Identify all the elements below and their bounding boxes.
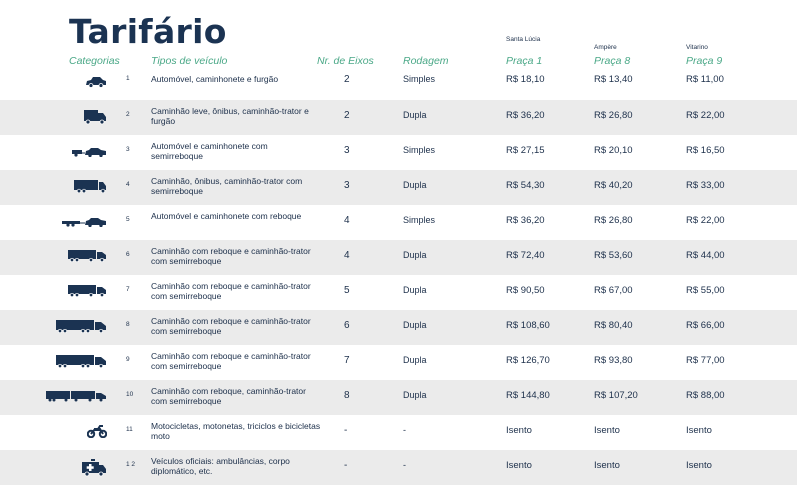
wheel-type: Dupla [403, 355, 427, 365]
axle-count: 5 [344, 285, 350, 296]
price-praca1: R$ 36,20 [506, 110, 545, 121]
wheel-type: Simples [403, 74, 436, 84]
header-categorias: Categorias [69, 55, 120, 67]
price-praca1: R$ 18,10 [506, 74, 545, 85]
long-truck-icon [55, 354, 107, 373]
axle-count: 7 [344, 355, 350, 366]
price-praca1: R$ 144,80 [506, 390, 550, 401]
wheel-type: Dupla [403, 250, 427, 260]
page-title: Tarifário [69, 12, 227, 51]
price-praca9: R$ 11,00 [686, 74, 724, 85]
price-praca8: Isento [594, 425, 620, 436]
praca9-name: Vitarino [686, 44, 708, 51]
table-row [0, 135, 797, 170]
category-number: 10 [126, 391, 134, 398]
price-praca9: Isento [686, 425, 712, 436]
price-praca8: Isento [594, 460, 620, 471]
axle-count: 2 [344, 74, 350, 85]
table-row [0, 275, 797, 310]
price-praca9: R$ 33,00 [686, 180, 725, 191]
price-praca8: R$ 80,40 [594, 320, 633, 331]
vehicle-type: Motocicletas, motonetas, triciclos e bicicletas moto [151, 421, 321, 441]
header-praca8: Praça 8 [594, 55, 631, 67]
axle-count: 3 [344, 145, 350, 156]
vehicle-type: Veículos oficiais: ambulâncias, corpo diplomático, etc. [151, 456, 290, 476]
vehicle-type: Automóvel, caminhonete e furgão [151, 74, 279, 84]
vehicle-type: Caminhão com reboque, caminhão-trator com semirreboque [151, 386, 306, 406]
price-praca8: R$ 13,40 [594, 74, 633, 85]
price-praca1: R$ 72,40 [506, 250, 545, 261]
category-number: 6 [126, 251, 130, 258]
price-praca8: R$ 107,20 [594, 390, 638, 401]
vehicle-type: Automóvel e caminhonete com reboque [151, 211, 302, 221]
price-praca8: R$ 26,80 [594, 110, 633, 121]
wheel-type: Dupla [403, 390, 427, 400]
price-praca1: R$ 108,60 [506, 320, 550, 331]
header-rodagem: Rodagem [403, 55, 449, 67]
axle-count: 3 [344, 180, 350, 191]
price-praca8: R$ 26,80 [594, 215, 633, 226]
table-row [0, 170, 797, 205]
truck-trailer-icon [67, 249, 107, 267]
vehicle-type: Automóvel e caminhonete com semirreboque [151, 141, 268, 161]
vehicle-type: Caminhão com reboque e caminhão-trator com semirreboque [151, 246, 311, 266]
wheel-type: - [403, 460, 406, 470]
header-tipos-veiculo: Tipos de veículo [151, 55, 228, 67]
header-praca1: Praça 1 [506, 55, 543, 67]
category-number: 11 [126, 426, 133, 433]
vehicle-type: Caminhão com reboque e caminhão-trator com semirreboque [151, 316, 311, 336]
price-praca9: R$ 22,00 [686, 215, 725, 226]
price-praca1: Isento [506, 460, 532, 471]
long-truck-icon [55, 319, 107, 338]
price-praca8: R$ 67,00 [594, 285, 633, 296]
price-praca9: R$ 16,50 [686, 145, 725, 156]
axle-count: 8 [344, 390, 350, 401]
price-praca8: R$ 53,60 [594, 250, 633, 261]
table-row [0, 240, 797, 275]
praca8-name: Ampère [594, 44, 617, 51]
category-number: 8 [126, 321, 130, 328]
price-praca1: Isento [506, 425, 532, 436]
axle-count: - [344, 460, 348, 471]
category-number: 1 2 [126, 461, 136, 468]
car-icon [85, 75, 107, 93]
table-row [0, 345, 797, 380]
price-praca9: R$ 22,00 [686, 110, 725, 121]
axle-count: - [344, 425, 348, 436]
road-train-icon [45, 389, 107, 407]
table-row [0, 415, 797, 450]
price-praca1: R$ 36,20 [506, 215, 545, 226]
category-number: 9 [126, 356, 130, 363]
ambulance-icon [81, 459, 107, 482]
motorcycle-icon [87, 424, 107, 443]
price-praca9: R$ 44,00 [686, 250, 725, 261]
axle-count: 6 [344, 320, 350, 331]
price-praca8: R$ 93,80 [594, 355, 633, 366]
table-row [0, 63, 797, 98]
header-nr-eixos: Nr. de Eixos [317, 55, 374, 67]
price-praca1: R$ 54,30 [506, 180, 545, 191]
category-number: 7 [126, 286, 130, 293]
vehicle-type: Caminhão leve, ônibus, caminhão-trator e furgão [151, 106, 309, 126]
price-praca9: R$ 88,00 [686, 390, 725, 401]
axle-count: 4 [344, 250, 350, 261]
car-with-long-trailer-icon [61, 214, 107, 232]
table-row [0, 100, 797, 135]
category-number: 5 [126, 216, 130, 223]
table-row [0, 310, 797, 345]
vehicle-type: Caminhão, ônibus, caminhão-trator com semirreboque [151, 176, 303, 196]
wheel-type: Simples [403, 215, 436, 225]
price-praca9: R$ 66,00 [686, 320, 725, 331]
header-praca9: Praça 9 [686, 55, 723, 67]
price-praca8: R$ 20,10 [594, 145, 633, 156]
light-truck-icon [83, 109, 107, 130]
wheel-type: - [403, 425, 406, 435]
price-praca9: R$ 77,00 [686, 355, 725, 366]
wheel-type: Dupla [403, 285, 427, 295]
truck-icon [73, 179, 107, 198]
price-praca1: R$ 27,15 [506, 145, 545, 156]
table-row [0, 380, 797, 415]
category-number: 3 [126, 146, 130, 153]
price-praca1: R$ 126,70 [506, 355, 550, 366]
wheel-type: Dupla [403, 180, 427, 190]
price-praca8: R$ 40,20 [594, 180, 633, 191]
category-number: 1 [126, 75, 130, 82]
truck-trailer-icon [67, 284, 107, 302]
wheel-type: Simples [403, 145, 436, 155]
price-praca1: R$ 90,50 [506, 285, 545, 296]
vehicle-type: Caminhão com reboque e caminhão-trator com semirreboque [151, 351, 311, 371]
praca1-name: Santa Lúcia [506, 36, 541, 43]
wheel-type: Dupla [403, 320, 427, 330]
car-with-trailer-icon [71, 144, 107, 162]
wheel-type: Dupla [403, 110, 427, 120]
category-number: 2 [126, 111, 130, 118]
price-praca9: Isento [686, 460, 712, 471]
table-row [0, 205, 797, 240]
axle-count: 4 [344, 215, 350, 226]
category-number: 4 [126, 181, 130, 188]
axle-count: 2 [344, 110, 350, 121]
vehicle-type: Caminhão com reboque e caminhão-trator com semirreboque [151, 281, 311, 301]
price-praca9: R$ 55,00 [686, 285, 725, 296]
